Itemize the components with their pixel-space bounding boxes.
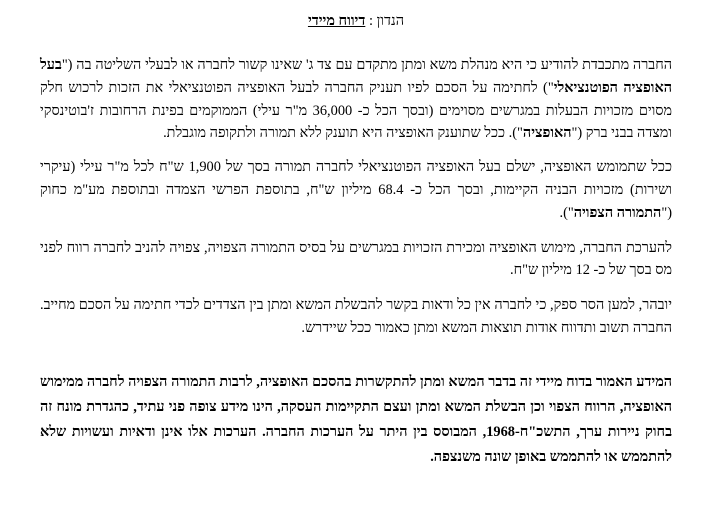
paragraph1-text-1: החברה מתכבדת להודיע כי היא מנהלת משא ומתן מתקדם עם צד ג' שאינו קשור לחברה או לבעלי השליטה בה (" bbox=[61, 57, 672, 73]
paragraph2-text-1: ככל שתמומש האופציה, ישלם בעל האופציה הפוטנציאלי לחברה תמורה בסך של 1,900 ש"ח לכל מ"ר עילי (עיקרי ושירות) מזכויות הבניה הקיימות, ובסך הכל כ- 68.4 מיליון ש"ח, בתוספת הפרשי הצמדה ובתוספת מע"מ כחוק (" bbox=[40, 159, 672, 221]
paragraph-expected-profit: להערכת החברה, מימוש האופציה ומכירת הזכויות במגרשים על בסיס התמורה הצפויה, צפויה להניב לחברה רווח לפני מס בסך של כ- 12 מיליון ש"ח. bbox=[40, 239, 672, 279]
subject-value: דיווח מיידי bbox=[307, 13, 366, 29]
paragraph1-text-3: "). ככל שתוענק האופציה היא תוענק ללא תמורה ולתקופה מוגבלת. bbox=[163, 125, 523, 142]
paragraph1-text-2: ") לחתימה על הסכם לפיו תעניק החברה לבעל האופציה הפוטנציאלי את הזכות לרכוש חלק מסוים מזכויות הבעלות במגרשים מסוימים (ובסך הכל כ- 36,000 מ"ר עילי) הממוקמים בפינת הרחובות ז'בוטינסקי ומצדה בבני ברק (" bbox=[40, 79, 673, 142]
paragraph-consideration bbox=[40, 156, 672, 224]
defined-term-expected-consideration: התמורה הצפויה bbox=[573, 204, 662, 221]
paragraph-uncertainty: יובהר, למען הסר ספק, כי לחברה אין כל ודאות בקשר להבשלת המשא ומתן בין הצדדים לכדי חתימה על הסכם מחייב. החברה תשוב ותדווח אודות תוצאות המשא ומתן כאמור ככל שיידרש. bbox=[40, 297, 672, 336]
paragraph2-text-2: "). bbox=[559, 204, 574, 221]
document-subject bbox=[40, 12, 672, 30]
forward-looking-disclaimer: המידע האמור בדוח מיידי זה בדבר המשא ומתן להתקשרות בהסכם האופציה, לרבות התמורה הצפויה לחברה ממימוש האופציה, הרווח הצפוי וכן הבשלת המשא ומתן ועצם התקיימות העסקה, הינו מידע צופה פני עתיד, כהגדרת מונח זה בחוק ניירות ערך, התשכ"ח-1968, המבוסס בין היתר על הערכות החברה. הערכות אלו אינן ודאיות ועשויות שלא להתממש או להתממש באופן שונה משנצפה. bbox=[40, 373, 673, 465]
defined-term-potential-option-holder: בעל האופציה הפוטנציאלי bbox=[40, 57, 672, 96]
defined-term-option: האופציה bbox=[522, 125, 572, 142]
subject-label: הנדון : bbox=[368, 13, 405, 29]
paragraph-option-agreement bbox=[40, 54, 672, 145]
